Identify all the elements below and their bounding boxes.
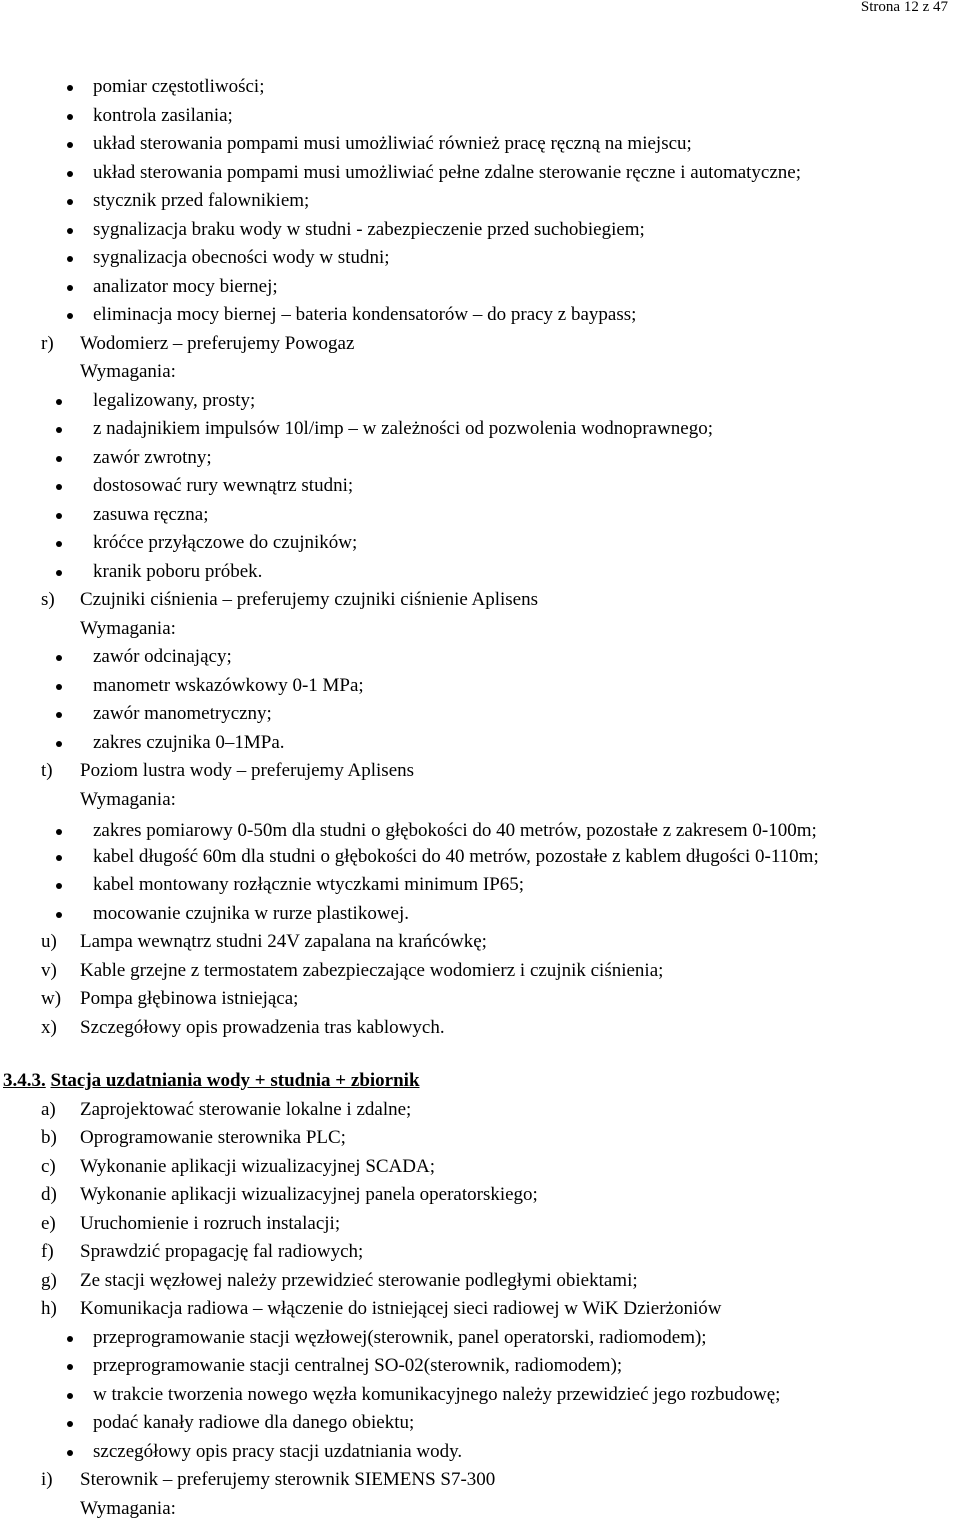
list-item: króćce przyłączowe do czujników; [0, 529, 960, 558]
list-item-w [0, 985, 960, 1014]
list-item: pomiar częstotliwości; [0, 73, 960, 102]
list-item-text: Lampa wewnątrz studni 24V zapalana na krańcówkę; [80, 931, 487, 952]
list-item-a [0, 1096, 960, 1125]
requirements-label: Wymagania: [80, 1497, 176, 1519]
section-title: Stacja uzdatniania wody + studnia + zbiornik [50, 1070, 420, 1091]
list-marker: t) [41, 760, 53, 781]
list-item-t [0, 757, 960, 786]
list-item-u [0, 928, 960, 957]
list-item: podać kanały radiowe dla danego obiektu; [0, 1409, 960, 1438]
list-item-d [0, 1181, 960, 1210]
list-item: układ sterowania pompami musi umożliwiać również pracę ręczną na miejscu; [0, 130, 960, 159]
list-item: manometr wskazówkowy 0-1 MPa; [0, 672, 960, 701]
list-item: dostosować rury wewnątrz studni; [0, 472, 960, 501]
list-item: analizator mocy biernej; [0, 273, 960, 302]
list-item: zawór odcinający; [0, 643, 960, 672]
list-item-s [0, 586, 960, 615]
list-item: stycznik przed falownikiem; [0, 187, 960, 216]
list-marker: a) [41, 1098, 56, 1120]
list-item-text: Zaprojektować sterowanie lokalne i zdalne; [80, 1098, 412, 1120]
list-item-text: Czujniki ciśnienia – preferujemy czujniki ciśnienie Aplisens [80, 589, 538, 610]
list-item: przeprogramowanie stacji węzłowej(sterownik, panel operatorski, radiomodem); [0, 1324, 960, 1353]
list-item-text: Szczegółowy opis prowadzenia tras kablowych. [80, 1016, 445, 1038]
list-item-text: Sprawdzić propagację fal radiowych; [80, 1241, 364, 1262]
list-item-c [0, 1153, 960, 1182]
list-item: zakres pomiarowy 0-50m dla studni o głębokości do 40 metrów, pozostałe z zakresem 0-100m; [0, 816, 960, 845]
list-item-text: Wodomierz – preferujemy Powogaz [80, 332, 355, 354]
list-marker: v) [41, 959, 57, 981]
requirements-label: Wymagania: [80, 617, 176, 639]
list-item-text: Wykonanie aplikacji wizualizacyjnej panela operatorskiego; [80, 1184, 538, 1205]
list-item-g [0, 1267, 960, 1296]
list-item-text: Sterownik – preferujemy sterownik SIEMENS S7-300 [80, 1469, 496, 1490]
list-marker: d) [41, 1184, 57, 1205]
requirements-label: Wymagania: [80, 361, 176, 382]
list-item-r [0, 330, 960, 359]
list-marker: h) [41, 1298, 57, 1319]
list-marker: u) [41, 931, 57, 952]
list-item: zawór manometryczny; [0, 700, 960, 729]
list-marker: f) [41, 1241, 54, 1262]
list-item: eliminacja mocy biernej – bateria kondensatorów – do pracy z baypass; [0, 301, 960, 330]
section-number: 3.4.3. [3, 1070, 46, 1091]
list-item: z nadajnikiem impulsów 10l/imp – w zależności od pozwolenia wodnoprawnego; [0, 415, 960, 444]
list-item: kontrola zasilania; [0, 102, 960, 131]
list-marker: i) [41, 1469, 53, 1490]
list-item-v [0, 957, 960, 986]
list-marker: w) [41, 988, 62, 1009]
list-item: kabel montowany rozłącznie wtyczkami minimum IP65; [0, 871, 960, 900]
list-item: przeprogramowanie stacji centralnej SO-02(sterownik, radiomodem); [0, 1352, 960, 1381]
list-item-text: Oprogramowanie sterownika PLC; [80, 1127, 346, 1148]
list-item-text: Wykonanie aplikacji wizualizacyjnej SCADA; [80, 1155, 435, 1177]
list-item-i [0, 1466, 960, 1495]
requirements-label: Wymagania: [80, 788, 176, 810]
list-item: sygnalizacja braku wody w studni - zabezpieczenie przed suchobiegiem; [0, 216, 960, 245]
list-item: w trakcie tworzenia nowego węzła komunikacyjnego należy przewidzieć jego rozbudowę; [0, 1381, 960, 1410]
list-item: mocowanie czujnika w rurze plastikowej. [0, 900, 960, 929]
list-item-text: Ze stacji węzłowej należy przewidzieć sterowanie podległymi obiektami; [80, 1269, 638, 1291]
list-item: zakres czujnika 0–1MPa. [0, 729, 960, 758]
list-item: zawór zwrotny; [0, 444, 960, 473]
list-marker: g) [41, 1269, 57, 1291]
list-item-text: Uruchomienie i rozruch instalacji; [80, 1212, 341, 1234]
list-item-e [0, 1210, 960, 1239]
section-heading [0, 1067, 960, 1096]
list-marker: c) [41, 1155, 56, 1177]
page-number: Strona 12 z 47 [860, 0, 948, 15]
list-item: zasuwa ręczna; [0, 501, 960, 530]
list-item: sygnalizacja obecności wody w studni; [0, 244, 960, 273]
document-body [0, 73, 960, 1523]
list-item-text: Komunikacja radiowa – włączenie do istniejącej sieci radiowej w WiK Dzierżoniów [80, 1298, 722, 1319]
list-marker: e) [41, 1212, 56, 1234]
list-marker: r) [41, 332, 54, 354]
list-marker: s) [41, 589, 55, 610]
list-item-f [0, 1238, 960, 1267]
list-item-h [0, 1295, 960, 1324]
list-marker: b) [41, 1127, 57, 1148]
list-item-text: Poziom lustra wody – preferujemy Aplisens [80, 760, 415, 781]
spacer [0, 1042, 960, 1067]
list-item-text: Pompa głębinowa istniejąca; [80, 988, 299, 1009]
list-item: szczegółowy opis pracy stacji uzdatniania wody. [0, 1438, 960, 1467]
list-item: kabel długość 60m dla studni o głębokości do 40 metrów, pozostałe z kablem długości 0-110m; [0, 842, 960, 871]
list-item: układ sterowania pompami musi umożliwiać pełne zdalne sterowanie ręczne i automatyczne; [0, 159, 960, 188]
list-item: legalizowany, prosty; [0, 387, 960, 416]
list-marker: x) [41, 1016, 57, 1038]
list-item-b [0, 1124, 960, 1153]
list-item-text: Kable grzejne z termostatem zabezpieczające wodomierz i czujnik ciśnienia; [80, 959, 664, 981]
list-item-x [0, 1014, 960, 1043]
list-item: kranik poboru próbek. [0, 558, 960, 587]
